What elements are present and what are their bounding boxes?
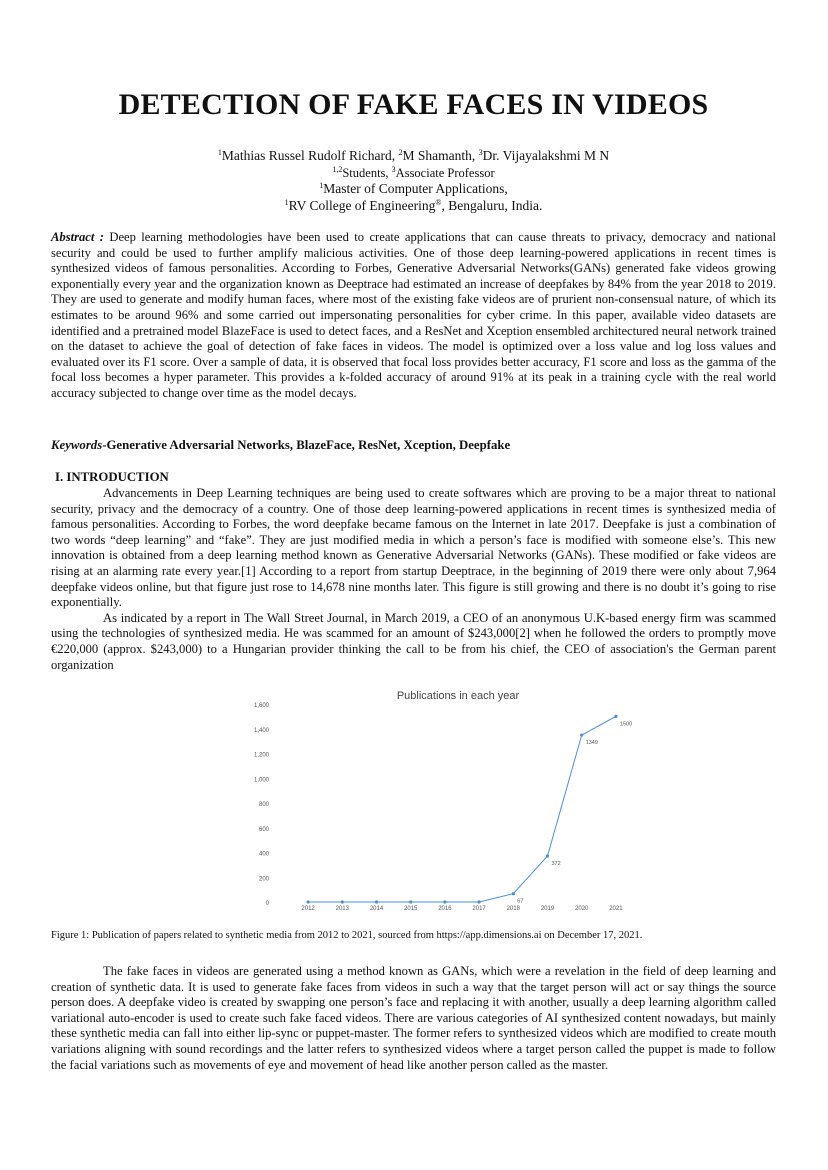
- x-tick-label: 2013: [335, 906, 349, 912]
- data-point: [512, 892, 515, 895]
- y-tick-label: 800: [258, 802, 269, 808]
- x-axis: [301, 906, 623, 912]
- x-tick-label: 2015: [404, 906, 418, 912]
- y-axis: [254, 703, 270, 907]
- introduction-body: [51, 486, 776, 673]
- role-students: Students,: [342, 165, 392, 180]
- x-tick-label: 2019: [540, 906, 555, 912]
- y-tick-label: 400: [258, 851, 269, 858]
- y-tick-label: 1,000: [253, 777, 269, 784]
- author-3: Dr. Vijayalakshmi M N: [482, 148, 610, 163]
- department-text: Master of Computer Applications,: [323, 181, 508, 196]
- abstract-label: Abstract :: [51, 230, 104, 244]
- data-point: [580, 733, 583, 736]
- affiliation-marker: 1: [284, 197, 289, 207]
- y-tick-label: 1,200: [253, 752, 269, 759]
- author-college: [51, 198, 776, 215]
- x-tick-label: 2014: [369, 906, 384, 912]
- figure-caption: Figure 1: Publication of papers related to synthetic media from 2012 to 2021, sourced from https://app.dimensions.ai on December 17, 2021.: [51, 930, 643, 941]
- y-tick-label: 600: [258, 826, 269, 833]
- y-tick-label: 1,600: [253, 703, 269, 709]
- paragraph: Advancements in Deep Learning techniques are being used to create softwares which are proving to be a major threat to national security, privacy and the democracy of a country. One of those deep learning-powered applications in recent times is synthesized media of famous personalities. According to Forbes, the word deepfake became famous on the Internet in late 2017. Deepfake is just a combination of two words “deep learning” and “fake”. They are just modified media in which a person’s face is modified with someone else’s. This new innovation is obtained from a deep learning method known as Generative Adversarial Networks (GANs). These modified or fake videos are rising at an alarming rate every year.[1] According to a report from startup Deeptrace, in the beginning of 2019 there were only about 7,964 deepfake videos online, but that figure just rose to 14,678 nine months later. This figure is still growing and there is no doubt it’s going to rise exponentially.: [51, 486, 776, 610]
- affiliation-marker: 2: [398, 148, 403, 157]
- data-label: 1500: [619, 721, 633, 728]
- keywords-label: Keywords: [51, 438, 103, 452]
- series-line: [308, 716, 616, 902]
- author-2: M Shamanth,: [402, 148, 479, 163]
- data-point: [341, 900, 344, 903]
- x-tick-label: 2017: [472, 906, 486, 912]
- publications-chart: [241, 684, 661, 916]
- body-section: [51, 964, 776, 1073]
- data-label: 67: [517, 898, 524, 905]
- affiliation-marker: 1,2: [332, 164, 343, 174]
- y-tick-label: 0: [265, 901, 269, 907]
- keywords-text: -Generative Adversarial Networks, BlazeFace, ResNet, Xception, Deepfake: [102, 438, 511, 452]
- college-name: RV College of Engineering: [288, 197, 436, 213]
- x-tick-label: 2020: [575, 906, 589, 912]
- paragraph: As indicated by a report in The Wall Street Journal, in March 2019, a CEO of an anonymous U.K-based energy firm was scammed using the technologies of synthesized media. He was scammed for an amount of $243,000[2] when he followed the orders to promptly move €220,000 (approx. $243,000) to a Hungarian provider thinking the call to be from his chief, the CEO of association's the German parent organization: [51, 610, 776, 672]
- abstract-text: Deep learning methodologies have been used to create applications that can cause threats to privacy, democracy and national security and could be used to further amplify malicious activities. One of those deep learning-powered applications in recent times is synthesized videos of famous personalities. According to Forbes, Generative Adversarial Networks(GANs) generated fake videos growing exponentially every year and the organization known as Deeptrace had estimated an increase of deepfakes by 84% from the year 2018 to 2019. They are used to generate and modify human faces, where most of the existing fake videos are of prurient non-consensual nature, of which its estimates to be around 96% and some carried out impersonating personalities for cyber crime. In this paper, available video datasets are identified and a pretrained model BlazeFace is used to detect faces, and a ResNet and Xception ensembled architectured neural network trained on the dataset to achieve the goal of detection of fake faces in videos. The model is optimized over a loss value and log loss values and evaluated over its F1 score. Over a sample of data, it is observed that focal loss provides better accuracy, F1 score and loss as the gamma of the focal loss becomes a hyper parameter. This provides a k-folded accuracy of around 91% at its peak in a training cycle with the real world accuracy subjected to change over time as the model decays.: [51, 230, 776, 400]
- chart-svg: [241, 684, 661, 916]
- data-point: [375, 900, 378, 903]
- paragraph: The fake faces in videos are generated using a method known as GANs, which were a revelation in the field of deep learning and creation of synthetic data. It is used to generate fake faces from videos in such a way that the target person will act or say things the source person does. A deepfake video is created by swapping one person’s face and replacing it with another, usually a deep learning algorithm called variational auto-encoder is used to create such fake faced videos. There are various categories of AI synthesized content nowadays, but mainly these synthetic media can fall into either lip-sync or puppet-master. The former refers to synthesized videos which are modified to create mouth variations aligning with sound recordings and the latter refers to synthesized videos where a target person called the puppet is made to follow the facial variations such as movements of eye and movement of head like another person called as the master.: [51, 964, 776, 1072]
- author-department: [51, 181, 776, 198]
- x-tick-label: 2018: [506, 906, 520, 912]
- author-1: Mathias Russel Rudolf Richard,: [221, 148, 399, 163]
- paper-title: DETECTION OF FAKE FACES IN VIDEOS: [118, 88, 709, 121]
- data-point: [409, 900, 412, 903]
- author-block: [51, 148, 776, 214]
- data-label: 372: [551, 860, 561, 867]
- section-heading-introduction: I. INTRODUCTION: [55, 470, 169, 484]
- registered-mark: ®: [435, 197, 442, 207]
- data-point: [443, 900, 446, 903]
- author-names: [51, 148, 776, 165]
- series-publications: [307, 715, 633, 905]
- affiliation-marker: 1: [319, 181, 324, 190]
- keywords: [51, 438, 776, 453]
- affiliation-marker: 3: [391, 164, 396, 174]
- abstract: [51, 230, 776, 402]
- x-tick-label: 2016: [438, 906, 452, 912]
- y-tick-label: 1,400: [253, 727, 269, 734]
- data-point: [307, 900, 310, 903]
- role-professor: Associate Professor: [395, 165, 495, 180]
- x-tick-label: 2012: [301, 906, 315, 912]
- affiliation-marker: 3: [478, 148, 483, 157]
- data-point: [546, 854, 549, 857]
- data-label: 1349: [585, 740, 598, 747]
- data-point: [614, 715, 617, 718]
- x-tick-label: 2021: [609, 906, 623, 912]
- y-tick-label: 200: [258, 876, 269, 883]
- data-point: [478, 900, 481, 903]
- author-roles: [51, 165, 776, 182]
- chart-title: Publications in each year: [396, 690, 520, 702]
- college-location: , Bengaluru, India.: [441, 197, 543, 213]
- affiliation-marker: 1: [217, 148, 222, 157]
